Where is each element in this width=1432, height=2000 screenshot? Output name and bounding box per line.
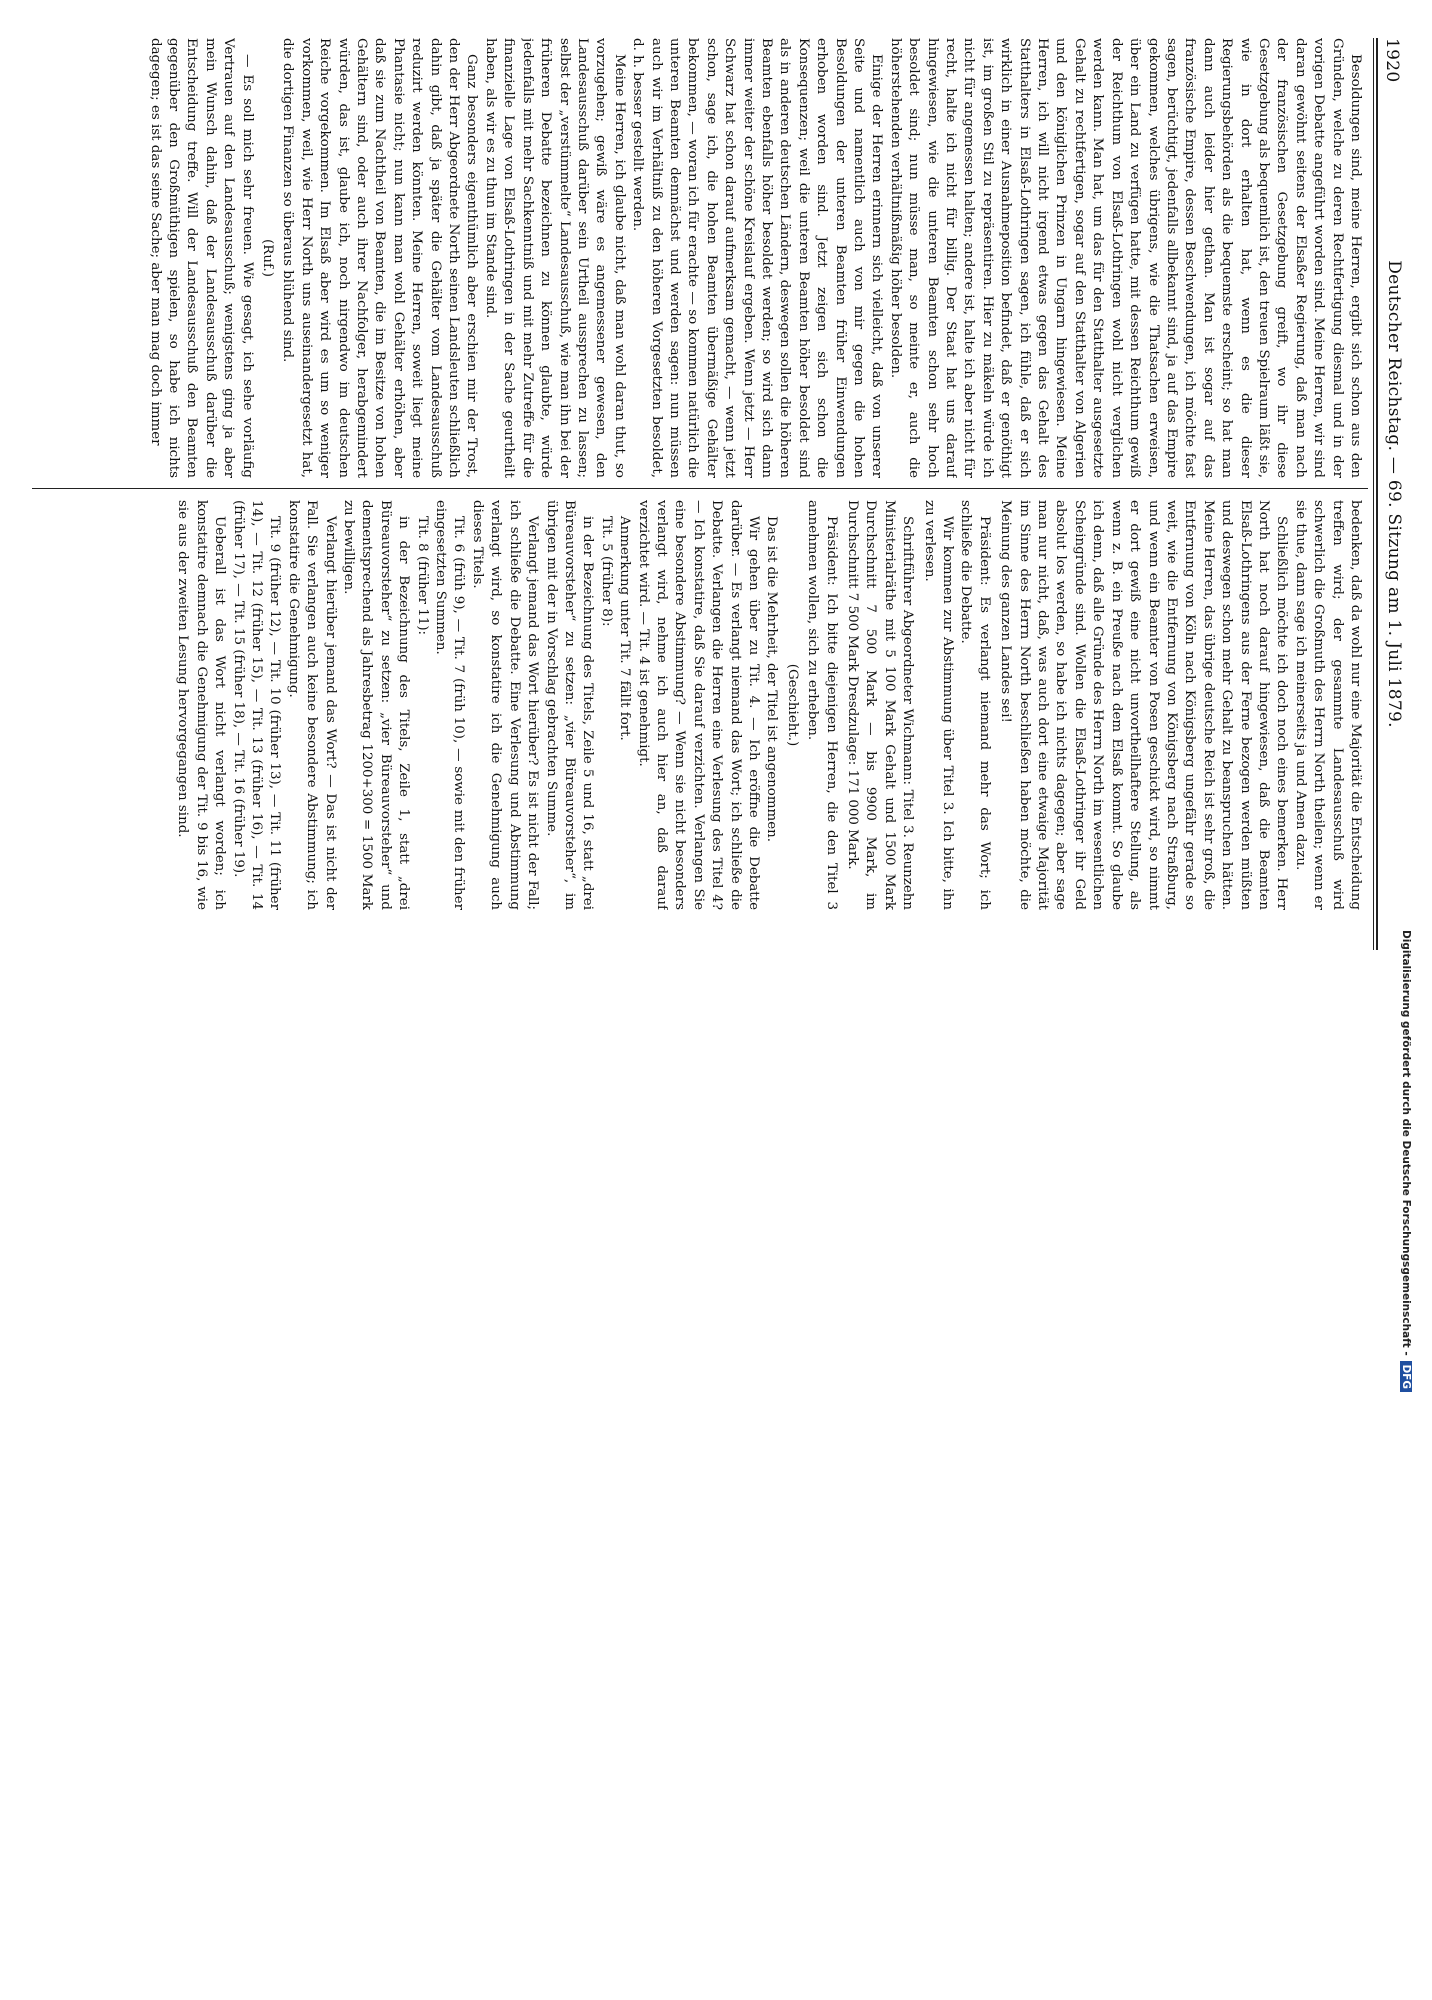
- column-divider: [32, 488, 1368, 489]
- president-statement: Präsident: Es verlangt niemand mehr das Wort; ich schließe die Debatte.: [958, 500, 992, 910]
- right-paragraph: bedenken, daß da wohl nur eine Majorität die Entscheidung treffen wird; der gesammte Landesausschuß wird schwerlich die Großmuth des Herrn North theilen; wenn er sie thue, dann sage ich meinerseits ja und Amen dazu.: [1292, 500, 1363, 910]
- happened-note: (Geschieht.): [784, 663, 800, 747]
- right-paragraph: Schließlich möchte ich doch noch eines bemerken. Herr North hat noch darauf hingewiesen, daß die Beamten Elsaß-Lothringens aus der Ferne bezogen werden müßten und deswegen schon mehr Gehalt zu beanspruchen hätten. Meine Herren, das übrige deutsche Reich ist sehr groß, die Entfernung von Köln nach Königsberg ungefähr gerade so weit, wie die Entfernung von Königsberg nach Straßburg, und wenn ein Beamter von Posen geschickt wird, so nimmt er dort gewiß eine nicht unvortheilhaftere Stellung, als wenn z. B. ein Preuße nach dem Elsaß kommt. So glaube ich denn, daß alle Gründe des Herrn North im wesentlichen Scheingründe sind. Wollen die Elsaß-Lothringer ihr Geld absolut los werden, so habe ich nichts dagegen; aber sage man nur nicht, daß, was auch dort eine etwaige Majorität im Sinne des Herrn North beschließen haben möchte, die Meinung des ganzen Landes sei!: [998, 500, 1290, 910]
- right-body-paragraph: in der Bezeichnung des Titels, Zeile 1, statt „drei Büreauvorsteher“ zu setzen: „vier Büreauvorsteher“ und dementsprechend als Jahresbetrag 1200+300 = 1500 Mark zu bewilligen.: [341, 500, 412, 910]
- right-body-paragraph: Ueberall ist das Wort nicht verlangt worden; ich konstatire demnach die Genehmigung der Tit. 9 bis 16, wie sie aus der zweiten Lesung hervorgegangen sind.: [175, 500, 228, 910]
- right-column: [32, 500, 1364, 910]
- page-title: Deutscher Reichstag. — 69. Sitzung am 1. Juli 1879.: [1384, 260, 1404, 728]
- president-statement: Wir kommen zur Abstimmung über Titel 3. Ich bitte, ihn zu verlesen.: [921, 500, 956, 910]
- president-statement: Präsident: Ich bitte diejenigen Herren, die den Titel 3 annehmen wollen, sich zu erheben.: [805, 500, 839, 910]
- right-body-paragraph: Das ist die Mehrheit, der Titel ist angenommen.: [764, 516, 780, 843]
- secretary-statement: Schriftführer Abgeordneter Wichmann: Titel 3. Reunzehn Ministerialräthe mit 5 100 Mark Gehalt und 1500 Mark Durchschnitt 7 500 Mark — bis 9900 Mark, im Durchschnitt 7 500 Mark Dresdzulage: 171 000 Mark.: [845, 500, 916, 910]
- left-column: [32, 38, 1364, 478]
- right-body-paragraph: Verlangt jemand das Wort hierüber? Es ist nicht der Fall; ich schließe die Debatte. Eine Verlesung und Abstimmung verlangt wird, so konstatire ich die Genehmigung auch dieses Titels.: [469, 500, 541, 910]
- header-rule: [1376, 38, 1378, 950]
- left-paragraph: Meine Herren, ich glaube nicht, daß man wohl daran thut, so vorzugehen; gewiß wäre es angemessener gewesen, den Landesausschuß darüber sein Urtheil aussprechen zu lassen; selbst der „verstümmelte“ Landesausschuß, wie man ihn bei der früheren Debatte bezeichnen zu können glaubte, würde jedenfalls mit mehr Sachkenntniß und mit mehr Zutreffe für die finanzielle Lage von Elsaß-Lothringen in der Sache geurtheilt haben, als wir es zu thun im Stande sind.: [482, 38, 627, 478]
- left-paragraph: Einige der Herren erinnern sich vielleicht, daß von unserer Seite und namentlich auch von mir gegen die hohen Besoldungen der unteren Beamten früher Einwendungen erhoben worden sind. Jetzt zeigen sich schon die Konsequenzen; weil die unteren Beamten höher besoldet sind als in anderen deutschen Ländern, deswegen sollen die höheren Beamten ebenfalls höher besoldet werden; so wird sich dann immer weiter der schöne Kreislauf ergeben. Wenn jetzt — Herr Schwarz hat schon darauf aufmerksam gemacht, — wenn jetzt schon, sage ich, die hohen Beamten übermäßige Gehälter bekommen, — woran ich für erachte — so kommen natürlich die unteren Beamten demnächst und werden sagen: nun müssen auch wir im Verhältniß zu den höheren Vorgesetzten besoldet, d. h. besser gestellt werden.: [630, 38, 885, 478]
- digitization-note: [1400, 930, 1412, 2000]
- right-body-paragraph: Tit. 8 (früher 11):: [414, 516, 430, 636]
- right-body-paragraph: Verlangt hierüber jemand das Wort? — Das ist nicht der Fall. Sie verlangen auch keine besondere Abstimmung; ich konstatire die Genehmigung.: [285, 500, 338, 910]
- right-body-paragraph: Wir gehen über zu Tit. 4. — Ich eröffne die Debatte darüber. — Es verlangt niemand das Wort; ich schließe die Debatte. Verlangen die Herren eine Verlesung des Titel 4? — Ich konstatire, daß Sie darauf verzichten. Verlangen Sie eine besondere Abstimmung? — Wenn sie nicht besonders verlangt wird, nehme ich auch hier an, daß darauf verzichtet wird. — Tit. 4 ist genehmigt.: [635, 500, 761, 910]
- right-body-paragraph: Tit. 5 (früher 8):: [598, 516, 614, 627]
- right-body-paragraph: Anmerkung unter Tit. 7 fällt fort.: [617, 516, 633, 741]
- digitization-text: Digitalisierung gefördert durch die Deutsche Forschungsgemeinschaft -: [1400, 930, 1412, 1356]
- left-paragraph: Besoldungen sind, meine Herren, ergibt sich schon aus den Gründen, welche zu deren Rechtfertigung diesmal und in der vorigen Debatte angeführt worden sind. Meine Herren, wir sind daran gewöhnt seitens der Elsaßer Regierung, daß man nach der französischen Gesetzgebung greift, wo ihr diese Gesetzgebung als bequemlich ist, den treuen Spielraum läßt sie, wie in dort erhalten hat, wenn es die dieser Regierungsbehörden als die bequemste erscheint; so hat man dann auch leider hier gethan. Man ist sogar auf das französische Empire, dessen Beschwendungen, ich möchte fast sagen, berüchtigt, jedenfalls allbekannt sind, ja auf das Empire gekommen, welches übrigens, wie die Thatsachen erweisen, über ein Land zu verfügen hatte, mit dessen Reichthum gewiß der Reichthum von Elsaß-Lothringen wohl nicht verglichen werden kann. Man hat, um das für den Statthalter ausgesetzte Gehalt zu rechtfertigen, sogar auf den Statthalter von Algerien und den königlichen Prinzen in Ungarn hingewiesen. Meine Herren, ich will nicht irgend etwas gegen das Gehalt des Statthalters in Elsaß-Lothringen sagen, ich fühle, daß er sich wirklich in einer Ausnahmeposition befindet, daß er genöthigt ist, im großen Stil zu repräsentiren. Hier zu mäkeln würde ich nicht für angemessen halten; andere ist, halte ich aber nicht für recht, halte ich nicht für billig. Der Staat hat uns darauf hingewiesen, wie die unteren Beamten schon sehr hoch besoldet sind; nun müsse man, so meinte er, auch die höherstehenden verhältnißmäßig höher besolden.: [887, 38, 1363, 478]
- right-body-paragraph: Tit. 9 (früher 12), — Tit. 10 (früher 13), — Tit. 11 (früher 14), — Tit. 12 (früher 15), — Tit. 13 (früher 16), — Tit. 14 (früher 17), — Tit. 15 (früher 18), — Tit. 16 (früher 19).: [230, 500, 283, 910]
- left-final-paragraph: — Es soll mich sehr freuen. Wie gesagt, ich sehe vorläufig Vertrauen auf den Landesausschuß; wenigstens ging ja aber mein Wunsch dahin, daß der Landesausschuß darüber die Entscheidung treffe. Will der Landesausschuß den Beamten gegenüber den Großmüthigen spielen, so habe ich nichts dagegen; es ist das seine Sache; aber man mag doch immer: [147, 38, 255, 478]
- dfg-logo: DFG: [1400, 1361, 1412, 1392]
- left-paragraph: Ganz besonders eigenthümlich aber erschien mir der Trost, den der Herr Abgeordnete North seinen Landsleuten schließlich dahin gibt, daß ja später die Gehälter vom Landesausschuß reduzirt werden könnten. Meine Herren, soweit liegt meine Phantasie nicht; nun kann man wohl Gehälter erhöhen, aber daß sie zum Nachtheil von Beamten, die im Besitze von hohen Gehältern sind, oder auch ihrer Nachfolger, herabgemindert würden, das ist, glaube ich, noch nirgendwo im deutschen Reiche vorgekommen. Im Elsaß aber wird es um so weniger vorkommen, weil, wie Herr North uns auseinandergesetzt hat, die dortigen Finanzen so überaus blühend sind.: [280, 38, 480, 478]
- page-number: 1920: [1382, 38, 1402, 83]
- page-header: [1382, 38, 1412, 950]
- header-rule-thin: [1373, 38, 1374, 950]
- document-page: [32, 0, 1432, 1389]
- right-body-paragraph: in der Bezeichnung des Titels, Zeile 5 und 16, statt „drei Büreauvorsteher“ zu setzen: „vier Büreauvorsteher“, im übrigen mit der in Vorschlag gebrachten Summe.: [543, 500, 596, 910]
- call-note: (Ruf.): [260, 239, 276, 277]
- right-body-paragraph: Tit. 6 (früh 9), — Tit. 7 (früh 10), — sowie mit den früher eingesetzten Summen.: [433, 500, 467, 910]
